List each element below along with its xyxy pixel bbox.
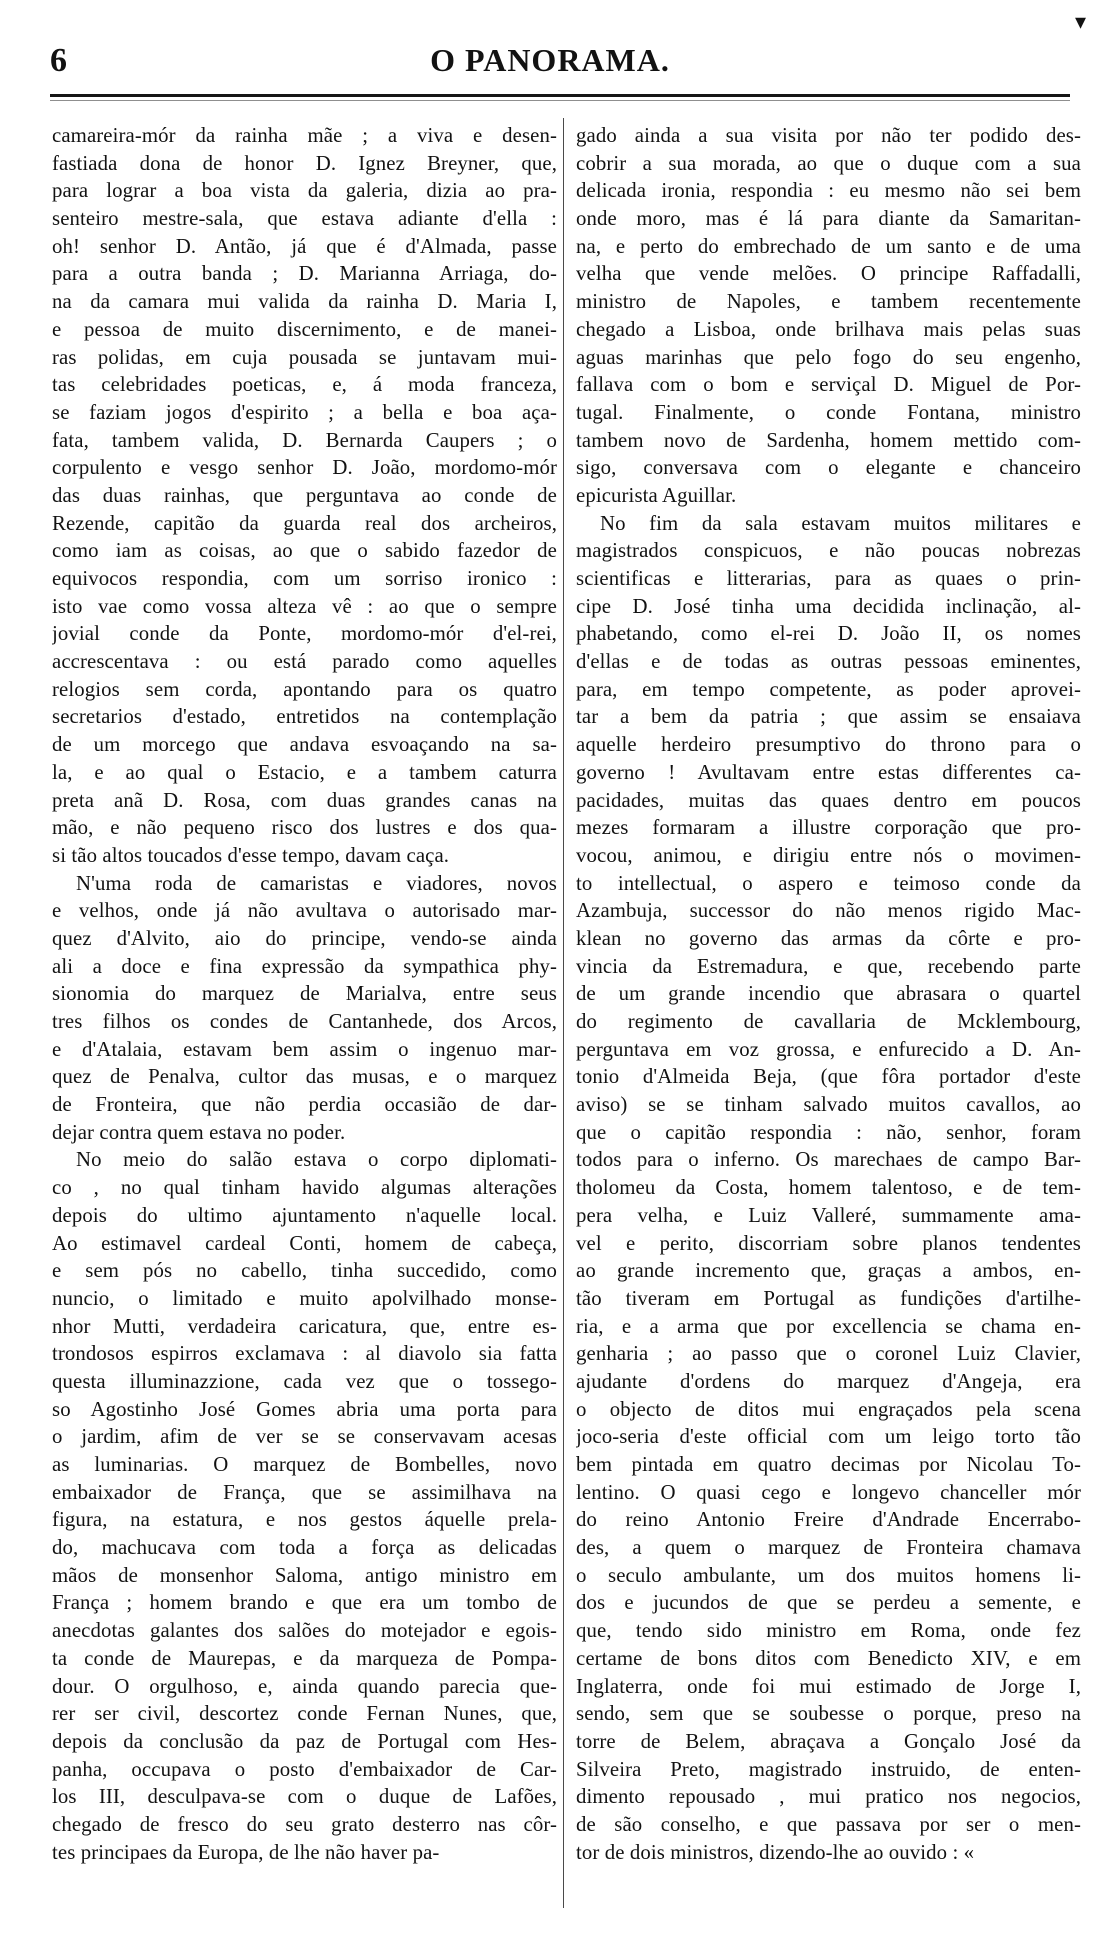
- text-line: onde moro, mas é lá para diante da Samaritan-: [576, 207, 1081, 231]
- right-text-column: [576, 122, 1081, 1866]
- text-line: trondosos espirros exclamava : al diavolo sia fatta: [52, 1342, 557, 1366]
- text-line: das duas rainhas, que perguntava ao conde de: [52, 483, 557, 507]
- text-line: que, tendo sido ministro em Roma, onde fez: [576, 1619, 1081, 1643]
- text-line: Ao estimavel cardeal Conti, homem de cabeça,: [52, 1231, 557, 1255]
- text-line: quez de Penalva, cultor das musas, e o marquez: [52, 1065, 557, 1089]
- text-line: tão tiveram em Portugal as fundições d'artilhe-: [576, 1286, 1081, 1310]
- text-line: velha que vende melões. O principe Raffadalli,: [576, 262, 1081, 286]
- header-rule-thin: [50, 100, 1070, 101]
- text-line: e velhos, onde já não avultava o autorisado mar-: [52, 899, 557, 923]
- text-line: nuncio, o limitado e muito apolvilhado monse-: [52, 1286, 557, 1310]
- text-line: cipe D. José tinha uma decidida inclinação, al-: [576, 594, 1081, 618]
- text-line: nhor Mutti, verdadeira caricatura, que, entre es-: [52, 1314, 557, 1338]
- text-line: magistrados conspicuos, e não poucas nobrezas: [576, 539, 1081, 563]
- left-text-column: [52, 122, 557, 1866]
- text-line: los III, desculpava-se com o duque de Lafões,: [52, 1785, 557, 1809]
- text-line: na, e perto do embrechado de um santo e de uma: [576, 234, 1081, 258]
- text-line: relogios sem corda, apontando para os quatro: [52, 677, 557, 701]
- text-line: aguas marinhas que pelo fogo do seu engenho,: [576, 345, 1081, 369]
- text-line: tar a bem da patria ; que assim se ensaiava: [576, 705, 1081, 729]
- page-header: [0, 10, 1100, 84]
- text-line: scientificas e litterarias, para as quaes o prin-: [576, 567, 1081, 590]
- text-line: oh! senhor D. Antão, já que é d'Almada, passe: [52, 234, 557, 258]
- text-line: fastiada dona de honor D. Ignez Breyner, que,: [52, 151, 557, 175]
- text-line: tugal. Finalmente, o conde Fontana, ministro: [576, 400, 1081, 424]
- text-line: governo ! Avultavam entre estas differentes ca-: [576, 760, 1081, 784]
- text-line: dour. O orgulhoso, e, ainda quando parecia que-: [52, 1674, 557, 1698]
- text-line: e d'Atalaia, estavam bem assim o ingenuo mar-: [52, 1037, 557, 1061]
- text-line: tres filhos os condes de Cantanhede, dos Arcos,: [52, 1010, 557, 1033]
- text-line: como iam as coisas, ao que o sabido fazedor de: [52, 539, 557, 563]
- text-line: dejar contra quem estava no poder.: [52, 1120, 346, 1144]
- text-line: lentino. O quasi cego e longevo chanceller mór: [576, 1480, 1081, 1504]
- text-line: aquelle herdeiro presumptivo do throno para o: [576, 733, 1081, 757]
- text-line: No fim da sala estavam muitos militares e: [600, 511, 1081, 535]
- text-line: gado ainda a sua visita por não ter podido des-: [576, 124, 1081, 147]
- text-line: so Agostinho José Gomes abria uma porta para: [52, 1397, 557, 1421]
- text-line: corpulento e vesgo senhor D. João, mordomo-mór: [52, 456, 557, 480]
- text-line: aviso) se se tinham salvado muitos cavallos, ao: [576, 1093, 1081, 1117]
- text-line: to intellectual, o aspero e teimoso conde da: [576, 871, 1081, 895]
- text-line: Inglaterra, onde foi mui estimado de Jorge I,: [576, 1674, 1081, 1698]
- text-line: tambem novo de Sardenha, homem mettido com-: [576, 428, 1081, 452]
- text-line: phabetando, como el-rei D. João II, os nomes: [576, 622, 1081, 646]
- text-line: do, machucava com toda a força as delicadas: [52, 1536, 557, 1560]
- text-line: chegado de fresco do seu grato desterro nas côr-: [52, 1812, 557, 1836]
- text-line: e pessoa de muito discernimento, e de manei-: [52, 317, 557, 341]
- text-line: Rezende, capitão da guarda real dos archeiros,: [52, 511, 557, 535]
- text-line: co , no qual tinham havido algumas alterações: [52, 1176, 557, 1200]
- text-line: o jardim, afim de ver se se conservavam acesas: [52, 1425, 557, 1449]
- text-line: cobrir a sua morada, ao que o duque com a sua: [576, 151, 1081, 175]
- page-number: 6: [50, 42, 67, 79]
- text-line: si tão altos toucados d'esse tempo, davam caça.: [52, 843, 450, 867]
- text-line: preta anã D. Rosa, com duas grandes canas na: [52, 788, 557, 812]
- text-line: para, em tempo competente, as poder aprovei-: [576, 677, 1081, 701]
- text-line: tas celebridades poeticas, e, á moda franceza,: [52, 373, 557, 397]
- text-line: sendo, sem que se soubesse o porque, preso na: [576, 1702, 1081, 1726]
- text-line: do reino Antonio Freire d'Andrade Encerrabo-: [576, 1508, 1081, 1532]
- text-line: rer ser civil, descortez conde Fernan Nunes, que,: [52, 1702, 557, 1726]
- text-line: tonio d'Almeida Beja, (que fôra portador d'este: [576, 1065, 1081, 1089]
- text-line: epicurista Aguillar.: [576, 483, 737, 507]
- text-line: klean no governo das armas da côrte e pro-: [576, 926, 1081, 950]
- text-line: tor de dois ministros, dizendo-lhe ao ouvido : «: [576, 1840, 975, 1864]
- text-line: chegado a Lisboa, onde brilhava mais pelas suas: [576, 317, 1081, 341]
- text-line: d'ellas e de todas as outras pessoas eminentes,: [576, 650, 1081, 674]
- text-line: la, e ao qual o Estacio, e a tambem caturra: [52, 760, 557, 784]
- text-line: vocou, animou, e dirigiu entre nós o movimen-: [576, 843, 1081, 867]
- text-line: mezes formaram a illustre corporação que pro-: [576, 816, 1081, 840]
- text-line: quez d'Alvito, aio do principe, vendo-se ainda: [52, 926, 557, 950]
- text-line: equivocos respondia, com um sorriso ironico :: [52, 567, 557, 590]
- text-line: bem pintada em quatro decimas por Nicolau To-: [576, 1453, 1081, 1476]
- text-line: accrescentava : ou está parado como aquelles: [52, 650, 557, 674]
- column-divider: [563, 118, 564, 1908]
- running-title: O PANORAMA.: [430, 42, 670, 78]
- text-line: mão, e não pequeno risco dos lustres e dos qua-: [52, 816, 557, 840]
- text-line: ajudante d'ordens do marquez d'Angeja, era: [576, 1369, 1081, 1393]
- text-line: tholomeu da Costa, homem talentoso, e de tem-: [576, 1176, 1081, 1200]
- text-line: pera velha, e Luiz Valleré, summamente ama-: [576, 1203, 1081, 1227]
- text-line: anecdotas galantes dos salões do motejador e egois-: [52, 1619, 557, 1643]
- text-line: ria, e a arma que por excellencia se chama en-: [576, 1314, 1081, 1338]
- text-line: No meio do salão estava o corpo diplomati-: [76, 1148, 557, 1172]
- text-line: França ; homem brando e que era um tombo de: [52, 1591, 557, 1615]
- text-line: Silveira Preto, magistrado instruido, de enten-: [576, 1757, 1081, 1781]
- text-line: de um grande incendio que abrasara o quartel: [576, 982, 1081, 1006]
- text-line: e sem pós no cabello, tinha succedido, como: [52, 1259, 557, 1283]
- text-line: sionomia do marquez de Marialva, entre seus: [52, 982, 557, 1006]
- text-line: tes principaes da Europa, de lhe não haver pa-: [52, 1840, 440, 1864]
- text-line: sigo, conversava com o elegante e chanceiro: [576, 456, 1081, 480]
- corner-mark: ▾: [1074, 10, 1086, 35]
- text-line: de Fronteira, que não perdia occasião de dar-: [52, 1093, 557, 1117]
- text-line: Azambuja, successor do não menos rigido Mac-: [576, 899, 1081, 923]
- text-line: dos e jucundos de que se perdeu a semente, e: [576, 1591, 1081, 1615]
- text-line: do regimento de cavallaria de Mcklembourg,: [576, 1010, 1081, 1033]
- text-line: fata, tambem valida, D. Bernarda Caupers ; o: [52, 428, 557, 452]
- text-line: de um morcego que andava esvoaçando na sa-: [52, 733, 557, 757]
- text-line: panha, occupava o posto d'embaixador de Car-: [52, 1757, 557, 1781]
- text-line: para a outra banda ; D. Marianna Arriaga, do-: [52, 262, 557, 286]
- text-line: jovial conde da Ponte, mordomo-mór d'el-rei,: [52, 622, 557, 646]
- text-line: perguntava em voz grossa, e enfurecido a D. An-: [576, 1037, 1081, 1061]
- text-line: torre de Belem, abraçava a Gonçalo José da: [576, 1729, 1081, 1753]
- text-line: depois da conclusão da paz de Portugal com Hes-: [52, 1729, 557, 1753]
- text-line: que o capitão respondia : não, senhor, foram: [576, 1120, 1081, 1144]
- text-line: para lograr a boa vista da galeria, dizia ao pra-: [52, 179, 557, 203]
- text-line: certame de bons ditos com Benedicto XIV, e em: [576, 1646, 1081, 1670]
- text-line: N'uma roda de camaristas e viadores, novos: [76, 871, 557, 895]
- text-line: o objecto de ditos mui engraçados pela scena: [576, 1397, 1081, 1421]
- text-line: joco-seria d'este official com um leigo torto tão: [576, 1425, 1081, 1449]
- text-line: ta conde de Maurepas, e da marqueza de Pompa-: [52, 1646, 557, 1670]
- text-line: ao grande incremento que, graças a ambos, en-: [576, 1259, 1081, 1283]
- text-line: fallava com o bom e serviçal D. Miguel de Por-: [576, 373, 1081, 397]
- text-line: delicada ironia, respondia : eu mesmo não sei bem: [576, 179, 1081, 203]
- text-line: vincia da Estremadura, e que, recebendo parte: [576, 954, 1081, 978]
- text-line: de são conselho, e que passava por ser o men-: [576, 1812, 1081, 1836]
- text-line: genharia ; ao passo que o coronel Luiz Clavier,: [576, 1342, 1081, 1366]
- text-line: na da camara mui valida da rainha D. Maria I,: [52, 290, 557, 314]
- text-line: ministro de Napoles, e tambem recentemente: [576, 290, 1081, 314]
- text-line: figura, na estatura, e nos gestos áquelle prela-: [52, 1508, 557, 1532]
- text-line: dimento repousado , mui pratico nos negocios,: [576, 1785, 1081, 1809]
- text-line: embaixador de França, que se assimilhava na: [52, 1480, 557, 1504]
- text-line: se faziam jogos d'espirito ; a bella e boa aça-: [52, 400, 557, 424]
- header-rule: [50, 94, 1070, 97]
- text-line: o seculo ambulante, um dos muitos homens li-: [576, 1563, 1081, 1587]
- text-line: camareira-mór da rainha mãe ; a viva e desen-: [52, 124, 557, 147]
- text-line: mãos de monsenhor Saloma, antigo ministro em: [52, 1563, 557, 1587]
- text-line: pacidades, muitas das quaes dentro em poucos: [576, 788, 1081, 812]
- text-line: depois do ultimo ajuntamento n'aquelle local.: [52, 1203, 557, 1227]
- text-line: ali a doce e fina expressão da sympathica phy-: [52, 954, 557, 978]
- text-line: questa illuminazzione, cada vez que o tossego-: [52, 1369, 557, 1393]
- text-line: secretarios d'estado, entretidos na contemplação: [52, 705, 557, 729]
- text-line: todos para o inferno. Os marechaes de campo Bar-: [576, 1148, 1081, 1172]
- text-line: ras polidas, em cuja pousada se juntavam mui-: [52, 345, 557, 369]
- text-line: senteiro mestre-sala, que estava adiante d'ella :: [52, 207, 557, 231]
- text-line: isto vae como vossa alteza vê : ao que o sempre: [52, 594, 557, 618]
- text-line: des, a quem o marquez de Fronteira chamava: [576, 1536, 1081, 1560]
- text-line: as luminarias. O marquez de Bombelles, novo: [52, 1453, 557, 1476]
- text-line: vel e perito, discorriam sobre planos tendentes: [576, 1231, 1081, 1255]
